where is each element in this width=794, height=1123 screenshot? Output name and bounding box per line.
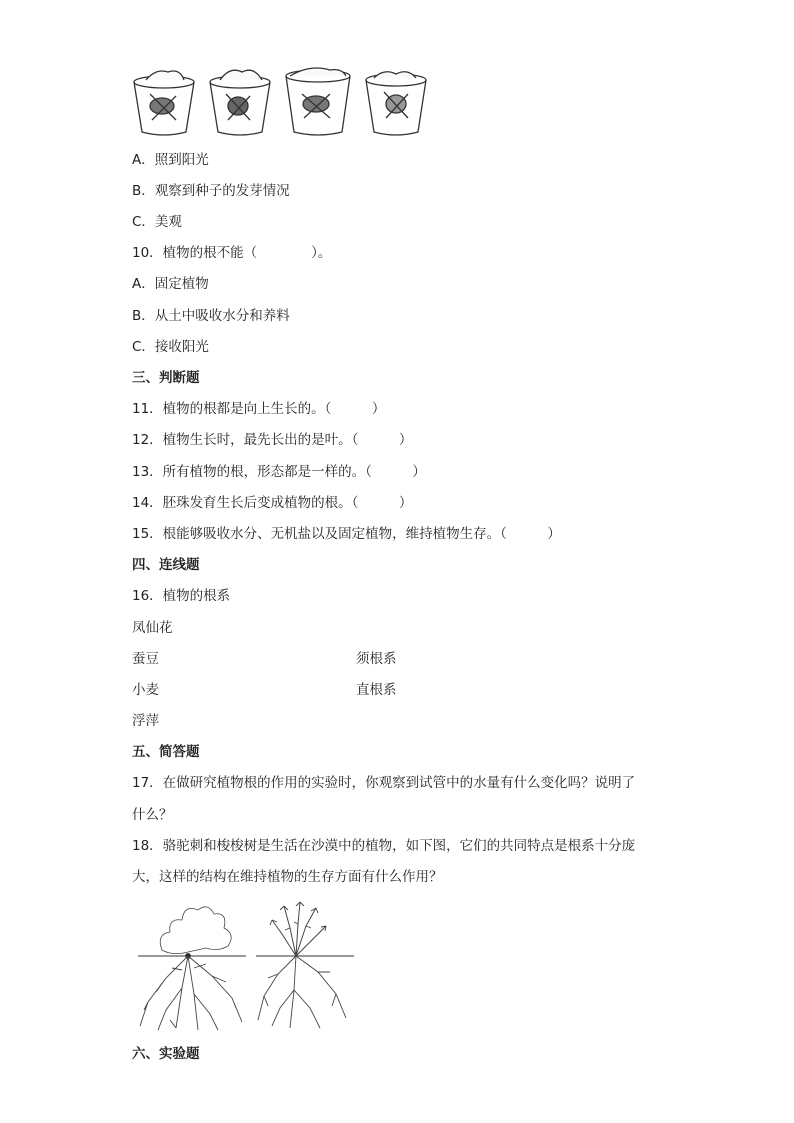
q12: 12．植物生长时，最先长出的是叶。（ ） (132, 432, 413, 448)
q16: 16．植物的根系 (132, 588, 231, 604)
q17-line-2: 什么？ (132, 807, 173, 823)
camelthorn-plant (138, 907, 246, 1030)
q18-line-1: 18．骆驼刺和梭梭树是生活在沙漠中的植物，如下图，它们的共同特点是根系十分庞 (132, 838, 636, 854)
q17-line-1: 17．在做研究植物根的作用的实验时，你观察到试管中的水量有什么变化吗？说明了 (132, 775, 636, 791)
q9-option-c: C．美观 (132, 214, 182, 230)
q10-question: 10．植物的根不能（ ）。 (132, 245, 332, 261)
saxaul-plant (256, 902, 354, 1028)
section-5-title: 五、简答题 (132, 744, 200, 760)
cup-2 (210, 70, 270, 135)
q10-option-c: C．接收阳光 (132, 339, 209, 355)
q9-option-b: B．观察到种子的发芽情况 (132, 183, 290, 199)
q11: 11．植物的根都是向上生长的。（ ） (132, 401, 386, 417)
q10-option-a: A．固定植物 (132, 276, 209, 292)
desert-plants-roots-figure (136, 898, 361, 1032)
q10-option-b: B．从土中吸收水分和养料 (132, 308, 290, 324)
q18-line-2: 大，这样的结构在维持植物的生存方面有什么作用？ (132, 869, 443, 885)
match-right-2: 直根系 (356, 682, 397, 698)
q15: 15．根能够吸收水分、无机盐以及固定植物，维持植物生存。（ ） (132, 526, 561, 542)
seed-cups-figure (128, 66, 438, 140)
q9-option-a: A．照到阳光 (132, 152, 209, 168)
cup-3 (286, 68, 350, 135)
match-right-1: 须根系 (356, 651, 397, 667)
section-3-title: 三、判断题 (132, 370, 200, 386)
cup-1 (134, 71, 194, 135)
cup-4 (366, 72, 426, 135)
section-4-title: 四、连线题 (132, 557, 200, 573)
match-left-3: 小麦 (132, 682, 159, 698)
q13: 13．所有植物的根，形态都是一样的。（ ） (132, 464, 426, 480)
section-6-title: 六、实验题 (132, 1046, 200, 1062)
match-left-2: 蚕豆 (132, 651, 159, 667)
q14: 14．胚珠发育生长后变成植物的根。（ ） (132, 495, 413, 511)
match-left-1: 凤仙花 (132, 620, 173, 636)
match-left-4: 浮萍 (132, 713, 159, 729)
